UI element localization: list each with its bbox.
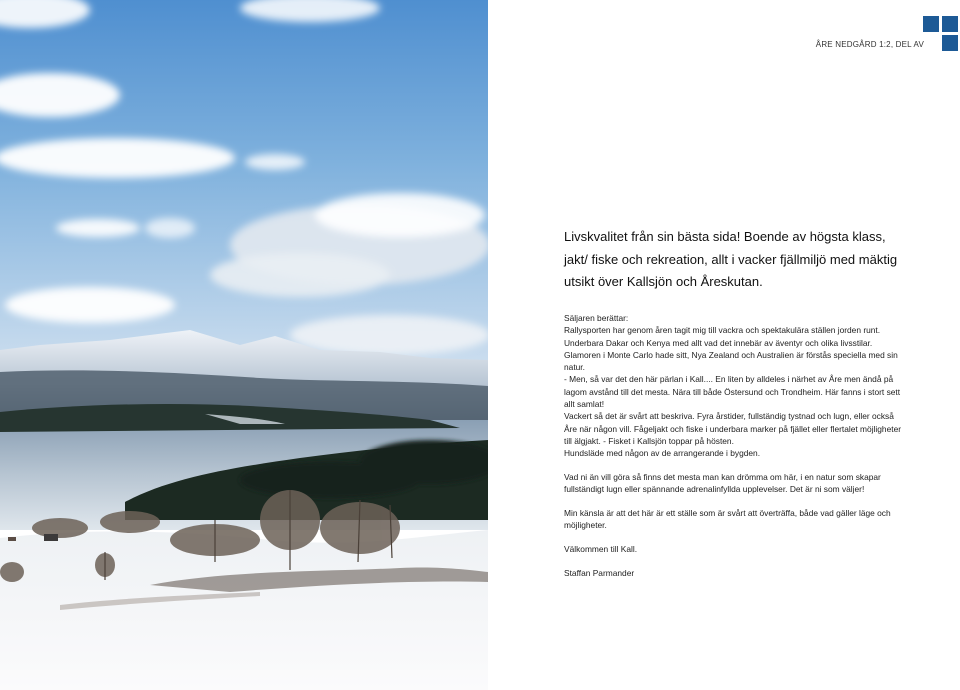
body-line: Säljaren berättar: (564, 313, 629, 323)
snow-field (0, 530, 488, 690)
body-paragraph: Min känsla är att det här är ett ställe som är svårt att överträffa, både vad gäller läge och möjligheter. (564, 508, 891, 531)
logo-square (942, 16, 958, 32)
brand-logo-icon (923, 16, 959, 52)
body-line: Glamoren i Monte Carlo hade sitt, Nya Zealand och Australien är förstås speciella med sin natur. (564, 349, 898, 373)
body-line: - Men, så var det den här pärlan i Kall.... En liten by alldeles i närhet av Åre men ändå på lagom avstånd till det mesta. Nära till både Östersund och Trondheim. Här fanns i stort sett allt samlat! (564, 374, 901, 410)
property-label: ÅRE NEDGÅRD 1:2, DEL AV (815, 40, 924, 49)
text-page (488, 0, 960, 690)
body-paragraph: Vad ni än vill göra så finns det mesta man kan drömma om här, i en natur som skapar fullständigt lugn eller spännande adrenalinfyllda upplevelser. Det är ni som väljer! (564, 472, 881, 495)
logo-square (942, 35, 958, 51)
signature: Staffan Parmander (564, 568, 635, 579)
body-line: Rallysporten har genom åren tagit mig till vackra och spektakulära ställen jorden runt. (564, 325, 881, 336)
logo-square (923, 16, 939, 32)
lead-paragraph: Livskvalitet från sin bästa sida! Boende av högsta klass, jakt/ fiske och rekreation, allt i vacker fjällmiljö med mäktig utsikt över Kallsjön och Åreskutan. (564, 229, 898, 289)
body-text (564, 312, 909, 579)
body-line: Vackert så det är svårt att beskriva. Fyra årstider, fullständig tystnad och lugn, eller också Åre när någon vill. Fågeljakt och fiske i underbara marker på fjället eller flertalet möjligheter till älgjakt. - Fisket i Kallsjön toppar på hösten. (564, 411, 902, 446)
body-line: Hundsläde med någon av de arrangerande i bygden. (564, 448, 761, 459)
closing-line: Välkommen till Kall. (564, 544, 638, 555)
body-line: Underbara Dakar och Kenya med allt vad det innebär av äventyr och olika livsstilar. (564, 337, 873, 348)
